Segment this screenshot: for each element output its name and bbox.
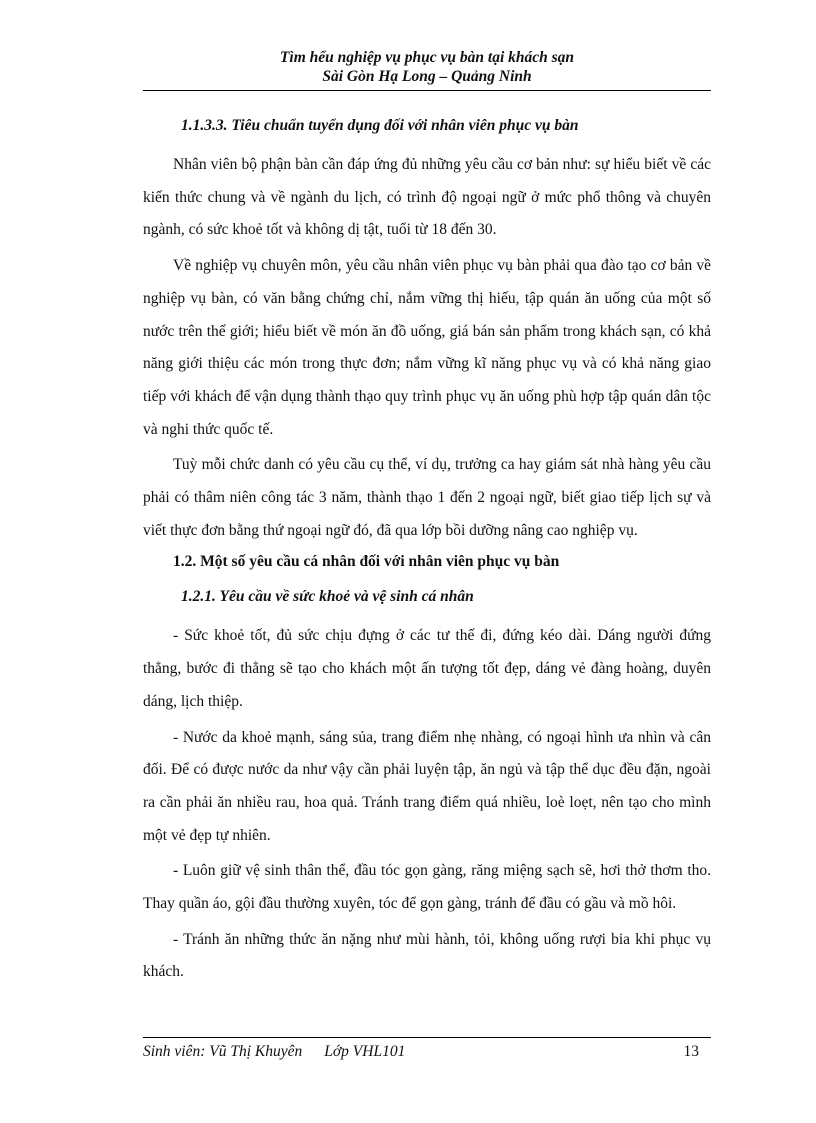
paragraph-professional-requirements: Về nghiệp vụ chuyên môn, yêu cầu nhân viên phục vụ bàn phải qua đào tạo cơ bản về nghiệp vụ bàn, có văn bằng chứng chỉ, nắm vững thị hiếu, tập quán ăn uống của một số nước trên thế giới; hiểu biết về món ăn đồ uống, giá bán sản phẩm trong khách sạn, có khả năng giới thiệu các món trong thực đơn; nắm vững kĩ năng phục vụ và có khả năng giao tiếp với khách để vận dụng thành thạo quy trình phục vụ ăn uống phù hợp tập quán dân tộc và nghi thức quốc tế.	[143, 257, 711, 438]
page-footer	[143, 1043, 711, 1061]
bullet-skin-appearance: - Nước da khoẻ mạnh, sáng sủa, trang điểm nhẹ nhàng, có ngoại hình ưa nhìn và cân đối. Để có được nước da như vậy cần phải luyện tập, ăn ngủ và tập thể dục đều đặn, ngoài ra cần phải ăn nhiều rau, hoa quả. Tránh trang điểm quá nhiều, loè loẹt, nên tạo cho mình một vẻ đẹp tự nhiên.	[143, 728, 711, 844]
section-heading-1-2: 1.2. Một số yêu cầu cá nhân đối với nhân viên phục vụ bàn	[173, 553, 560, 571]
bullet-health: - Sức khoẻ tốt, đủ sức chịu đựng ở các tư thế đi, đứng kéo dài. Dáng người đứng thẳng, bước đi thẳng sẽ tạo cho khách một ấn tượng tốt đẹp, dáng vẻ đàng hoàng, duyên dáng, lịch thiệp.	[143, 627, 711, 710]
bullet-hygiene: - Luôn giữ vệ sinh thân thể, đầu tóc gọn gàng, răng miệng sạch sẽ, hơi thở thơm tho. Thay quần áo, gội đầu thường xuyên, tóc để gọn gàng, tránh để đầu có gầu và mồ hôi.	[143, 862, 711, 913]
document-body	[143, 114, 711, 992]
bullet-food-avoidance: - Tránh ăn những thức ăn nặng như mùi hành, tỏi, không uống rượi bia khi phục vụ khách.	[143, 930, 711, 981]
page-number: 13	[683, 1043, 699, 1060]
paragraph-position-requirements: Tuỳ mỗi chức danh có yêu cầu cụ thể, ví dụ, trưởng ca hay giám sát nhà hàng yêu cầu phải có thâm niên công tác 3 năm, thành thạo 1 đến 2 ngoại ngữ, biết giao tiếp lịch sự và viết thực đơn bằng thứ ngoại ngữ đó, đã qua lớp bồi dưỡng nâng cao nghiệp vụ.	[143, 456, 711, 539]
footer-class: Lớp VHL101	[324, 1043, 406, 1060]
footer-divider	[143, 1037, 711, 1038]
header-title-line1: Tìm hểu nghiệp vụ phục vụ bàn tại khách sạn	[279, 49, 575, 66]
paragraph-general-requirements: Nhân viên bộ phận bàn cần đáp ứng đủ những yêu cầu cơ bản như: sự hiểu biết về các kiến thức chung và về ngành du lịch, có trình độ ngoại ngữ ở mức phổ thông và chuyên ngành, có sức khoẻ tốt và không dị tật, tuổi từ 18 đến 30.	[143, 156, 711, 239]
footer-student-name: Sinh viên: Vũ Thị Khuyên	[143, 1043, 303, 1060]
header-divider	[143, 90, 711, 91]
section-heading-1-1-3-3: 1.1.3.3. Tiêu chuẩn tuyển dụng đối với nhân viên phục vụ bàn	[181, 117, 579, 134]
header-title-line2: Sài Gòn Hạ Long – Quảng Ninh	[322, 68, 532, 85]
section-heading-1-2-1: 1.2.1. Yêu cầu về sức khoẻ và vệ sinh cá nhân	[181, 588, 474, 606]
page-header	[143, 48, 711, 86]
